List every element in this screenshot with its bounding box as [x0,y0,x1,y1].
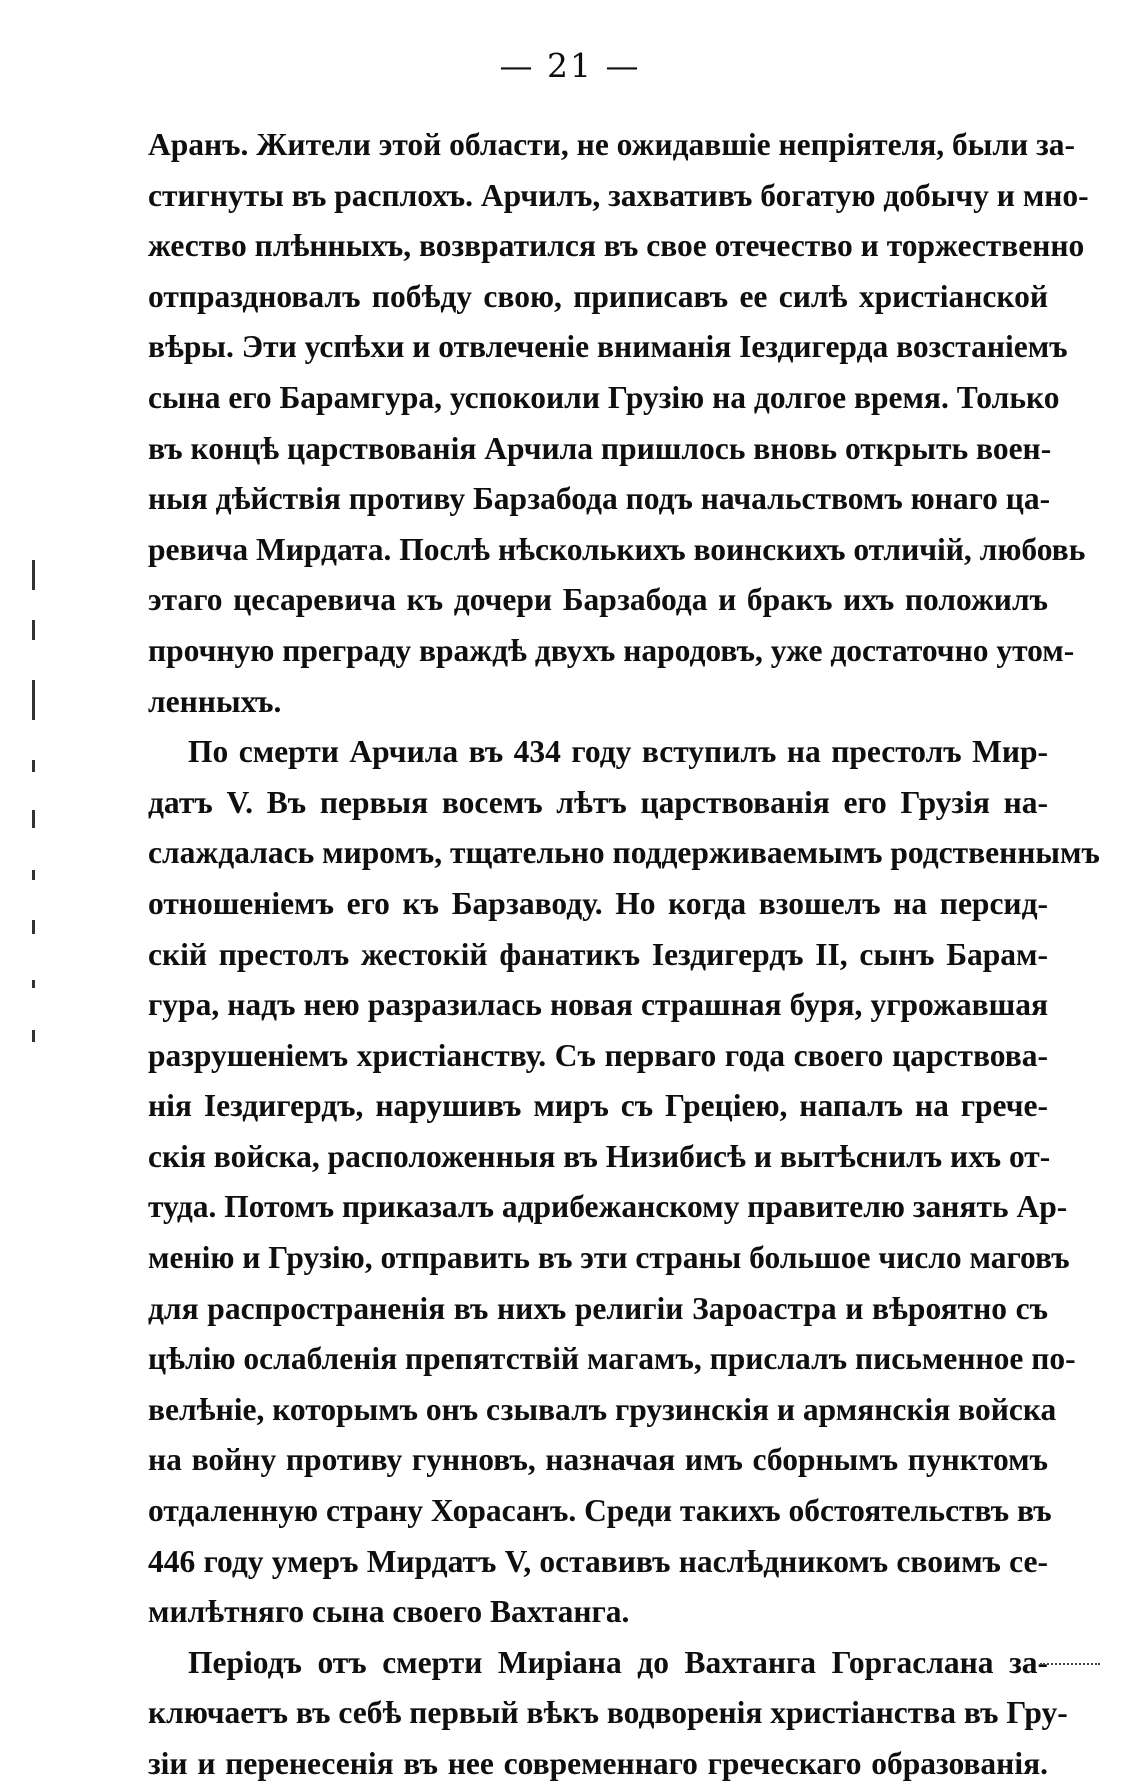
scan-dot [32,620,35,640]
text-line: гура, надъ нею разразилась новая страшная буря, угрожавшая [148,987,1048,1023]
scan-artifact-corner [1040,1651,1100,1665]
text-line: слаждалась миромъ, тщательно поддерживаемымъ родственнымъ [148,835,1100,871]
text-line: скія войска, расположенныя въ Низибисѣ и вытѣснилъ ихъ от- [148,1138,1051,1174]
page-number: — 21 — [499,46,641,85]
text-line: жество плѣнныхъ, возвратился въ свое отечество и торжественно [148,228,1085,264]
text-line: Аранъ. Жители этой области, не ожидавшіе непріятеля, были за- [148,127,1075,162]
text-line: ныя дѣйствія противу Барзабода подъ начальствомъ юнаго ца- [148,481,1051,517]
text-line: ревича Мирдата. Послѣ нѣсколькихъ воинскихъ отличій, любовь [148,531,1086,567]
text-line: отпраздновалъ побѣду свою, приписавъ ее силѣ христіанской [148,278,1048,314]
body-text [148,120,1100,1790]
text-line: ключаетъ въ себѣ первый вѣкъ водворенія христіанства въ Гру- [148,1695,1068,1731]
text-line: велѣніе, которымъ онъ сзывалъ грузинскія и армянскія войска [148,1391,1057,1427]
text-line: отдаленную страну Хорасанъ. Среди такихъ обстоятельствъ въ [148,1493,1052,1529]
text-line: для распространенія въ нихъ религіи Зароастра и вѣроятно съ [148,1290,1048,1326]
text-line: милѣтняго сына своего Вахтанга. [148,1594,630,1630]
text-line: датъ V. Въ первыя восемъ лѣтъ царствованія его Грузія на- [148,784,1048,820]
text-line: стигнуты въ расплохъ. Арчилъ, захвативъ богатую добычу и мно- [148,177,1089,213]
scan-dot [32,1030,35,1042]
text-line: цѣлію ослабленія препятствій магамъ, прислалъ письменное по- [148,1341,1076,1377]
paragraph-3 [148,1638,1068,1790]
text-line: разрушеніемъ христіанству. Съ перваго года своего царствова- [148,1037,1048,1073]
paragraph-1 [148,120,1089,727]
scan-dot [32,760,35,772]
text-line: на войну противу гунновъ, назначая имъ сборнымъ пунктомъ [148,1442,1048,1478]
scan-dot [32,980,35,988]
text-line: Періодъ отъ смерти Миріана до Вахтанга Горгаслана за- [188,1644,1048,1680]
scan-artifact-margin [32,560,42,1060]
paragraph-2 [148,727,1100,1638]
text-line: нія Іездигердъ, нарушивъ миръ съ Греціею, напалъ на грече- [148,1088,1048,1124]
text-line: зіи и перенесенія въ нее современнаго греческаго образованія. [148,1746,1048,1781]
text-line: туда. Потомъ приказалъ адрибежанскому правителю занять Ар- [148,1189,1068,1225]
text-line: прочную преграду враждѣ двухъ народовъ, уже достаточно утом- [148,632,1075,668]
text-line: менію и Грузію, отправить въ эти страны большое число маговъ [148,1240,1070,1276]
text-line: сына его Барамгура, успокоили Грузію на долгое время. Только [148,379,1060,415]
text-line: 446 году умеръ Мирдатъ V, оставивъ наслѣдникомъ своимъ се- [148,1543,1048,1579]
text-line: По смерти Арчила въ 434 году вступилъ на престолъ Мир- [188,734,1048,770]
text-line: этаго цесаревича къ дочери Барзабода и бракъ ихъ положилъ [148,582,1048,618]
text-line: отношеніемъ его къ Барзаводу. Но когда взошелъ на персид- [148,885,1048,921]
text-line: вѣры. Эти успѣхи и отвлеченіе вниманія Іездигерда возстаніемъ [148,329,1068,365]
scan-dot [32,560,35,590]
text-line: ленныхъ. [148,683,282,719]
scan-dot [32,870,35,880]
text-line: въ концѣ царствованія Арчила пришлось вновь открыть воен- [148,430,1052,466]
scan-dot [32,920,35,934]
text-line: скій престолъ жестокій фанатикъ Іездигердъ II, сынъ Барам- [148,936,1048,972]
scan-dot [32,810,35,828]
scan-dot [32,680,35,720]
